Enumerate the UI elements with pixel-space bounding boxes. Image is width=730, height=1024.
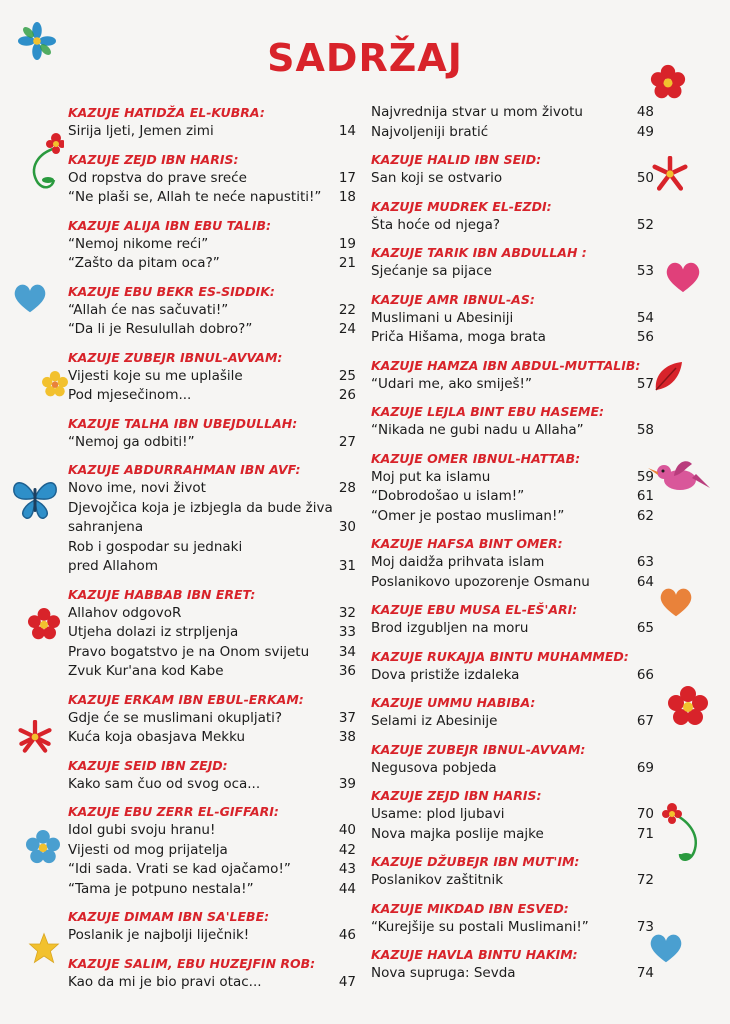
pink-heart-icon [664,260,702,294]
section-heading: KAZUJE MUDREK EL-EZDI: [371,198,552,214]
entry-title: “Allah će nas sačuvati!” [68,301,229,318]
entry-page-number: 36 [338,663,356,679]
entry-page-number: 61 [636,488,654,504]
toc-entry [68,301,356,321]
entry-page-number: 43 [338,861,356,877]
red-flower-icon [652,156,688,192]
toc-entry [68,604,356,624]
section-heading: KAZUJE DIMAM IBN SA'LEBE: [68,909,270,924]
flower-vine-icon [18,128,64,194]
entry-page-number: 49 [636,123,654,140]
toc-entry [68,254,356,274]
toc-entry [371,805,654,825]
section-heading: KAZUJE EBU MUSA EL-EŠ'ARI: [371,602,578,617]
blue-heart-icon [12,282,48,314]
entry-page-number: 26 [338,387,356,403]
toc-entry [371,918,654,938]
entry-page-number: 64 [636,573,654,590]
entry-title: Dova pristiže izdaleka [371,666,520,683]
toc-entry [68,926,356,946]
toc-entry [371,375,654,395]
toc-section [371,693,654,740]
section-heading: KAZUJE DŽUBEJR IBN MUT'IM: [371,854,580,869]
entry-title: Vijesti koje su me uplašile [68,367,243,384]
toc-entry [68,728,356,748]
toc-entry [68,841,356,861]
toc-section [371,740,654,787]
toc-entry [68,122,356,142]
section-heading: KAZUJE TARIK IBN ABDULLAH : [371,245,587,260]
entry-page-number: 38 [338,729,356,745]
entry-page-number: 48 [636,104,654,120]
entry-title: Šta hoće od njega? [371,216,501,233]
toc-section [371,356,654,403]
bird-icon [646,452,712,498]
toc-entry [371,573,654,593]
toc-section [68,756,356,803]
entry-title: Sjećanje sa pijace [371,263,492,279]
section-heading: KAZUJE ZUBEJR IBNUL-AVVAM: [371,741,586,757]
entry-title: San koji se ostvario [371,170,503,186]
entry-page-number: 54 [636,309,654,326]
toc-entry [68,860,356,880]
flower-vine-icon [660,800,710,870]
butterfly-icon [10,474,60,522]
section-heading: KAZUJE LEJLA BINT EBU HASEME: [371,404,605,419]
entry-title: sahranjena [68,519,144,535]
entry-page-number: 65 [636,620,654,636]
toc-section [371,103,654,150]
toc-entry [68,557,356,577]
toc-left-column [68,103,356,1000]
entry-title: Najvrednija stvar u mom životu [371,104,583,120]
toc-section [68,216,356,282]
yellow-star-icon [28,932,60,964]
section-heading: KAZUJE TALHA IBN UBEJDULLAH: [68,415,298,431]
entry-page-number: 72 [636,872,654,888]
toc-section [68,150,356,216]
toc-entry [68,821,356,841]
entry-title: “Udari me, ako smiješ!” [371,375,532,392]
entry-title: “Idi sada. Vrati se kad ojačamo!” [68,861,291,877]
entry-title: Selami iz Abesinije [371,713,498,729]
section-heading: KAZUJE HAFSA BINT OMER: [371,536,563,551]
entry-title: Zvuk Kur'ana kod Kabe [68,663,224,679]
toc-entry [68,479,356,499]
entry-title: Nova supruga: Sevda [371,965,516,981]
entry-page-number: 18 [338,189,356,205]
entry-title: “Zašto da pitam oca?” [68,255,220,271]
toc-section [68,414,356,461]
entry-title: Moj put ka islamu [371,468,491,485]
toc-section [371,600,654,647]
entry-page-number: 63 [636,554,654,570]
entry-title: Kao da mi je bio pravi otac... [68,973,262,990]
toc-entry [371,964,654,984]
toc-section [371,290,654,356]
red-flower-icon [28,608,60,640]
entry-title: Pravo bogatstvo je na Onom svijetu [68,643,310,660]
toc-entry [371,468,654,488]
toc-entry [371,103,654,123]
entry-title: “Dobrodošao u islam!” [371,488,525,504]
toc-section [371,647,654,694]
toc-entry [371,216,654,236]
entry-page-number: 50 [636,170,654,186]
section-heading: KAZUJE SALIM, EBU HUZEJFIN ROB: [68,955,316,971]
entry-page-number: 57 [636,375,654,392]
toc-entry [68,973,356,993]
entry-title: Nova majka poslije majke [371,825,544,842]
toc-entry [371,619,654,639]
toc-section [371,786,654,852]
orange-heart-icon [658,586,694,618]
toc-entry [371,309,654,329]
section-heading: KAZUJE HAVLA BINTU HAKIM: [371,947,578,962]
toc-entry [68,662,356,682]
toc-section [68,348,356,414]
entry-page-number: 44 [338,880,356,897]
toc-entry [371,421,654,441]
entry-title: Brod izgubljen na moru [371,620,529,636]
entry-title: Poslanik je najbolji liječnik! [68,927,250,943]
entry-title: Priča Hišama, moga brata [371,329,546,345]
toc-section [68,690,356,756]
toc-entry [68,499,356,519]
page-title: SADRŽAJ [267,36,463,80]
section-heading: KAZUJE RUKAJJA BINTU MUHAMMED: [371,648,629,664]
entry-title: Pod mjesečinom... [68,387,192,403]
entry-title: Djevojčica koja je izbjegla da bude živa [68,499,333,516]
toc-entry [371,487,654,507]
entry-title: Sirija ljeti, Jemen zimi [68,123,214,139]
entry-page-number: 73 [636,918,654,935]
blue-flower-icon [18,22,56,60]
entry-title: Allahov odgovoR [68,604,182,621]
toc-entry [68,518,356,538]
section-heading: KAZUJE MIKDAD IBN ESVED: [371,900,569,916]
toc-section [371,899,654,946]
section-heading: KAZUJE HABBAB IBN ERET: [68,586,256,602]
entry-title: Negusova pobjeda [371,759,497,776]
entry-title: Kuća koja obasjava Mekku [68,729,246,745]
entry-page-number: 21 [338,255,356,271]
entry-page-number: 59 [636,468,654,485]
toc-entry [68,188,356,208]
entry-page-number: 33 [338,624,356,640]
entry-title: Kako sam čuo od svog oca... [68,775,261,792]
entry-title: Moj daidža prihvata islam [371,554,545,570]
toc-entry [68,623,356,643]
entry-page-number: 28 [338,480,356,496]
entry-page-number: 31 [338,558,356,574]
entry-page-number: 30 [338,519,356,535]
entry-title: “Omer je postao musliman!” [371,507,565,524]
section-heading: KAZUJE EBU BEKR ES-SIDDIK: [68,283,275,299]
toc-section [371,852,654,899]
red-flower-icon [18,720,52,754]
red-flower-icon [650,64,686,100]
section-heading: KAZUJE ERKAM IBN EBUL-ERKAM: [68,691,304,707]
toc-section [68,585,356,690]
red-leaf-icon [652,358,686,394]
entry-page-number: 58 [636,422,654,438]
section-heading: KAZUJE HAMZA IBN ABDUL-MUTTALIB: [371,357,641,373]
toc-section [371,243,654,290]
toc-entry [371,507,654,527]
entry-title: Najvoljeniji bratić [371,123,489,140]
toc-entry [371,666,654,686]
section-heading: KAZUJE HATIDŽA EL-KUBRA: [68,105,265,120]
toc-entry [371,871,654,891]
toc-section [371,945,654,992]
section-heading: KAZUJE ABDURRAHMAN IBN AVF: [68,462,301,477]
toc-entry [68,709,356,729]
section-heading: KAZUJE UMMU HABIBA: [371,695,536,710]
entry-title: Muslimani u Abesiniji [371,309,514,326]
toc-entry [68,433,356,453]
toc-entry [371,262,654,282]
entry-title: Od ropstva do prave sreće [68,169,247,186]
entry-page-number: 14 [338,123,356,139]
toc-entry [68,169,356,189]
entry-title: “Nemoj ga odbiti!” [68,433,195,450]
section-heading: KAZUJE OMER IBNUL-HATTAB: [371,450,581,466]
entry-page-number: 74 [636,965,654,981]
section-heading: KAZUJE SEID IBN ZEJD: [68,757,228,773]
section-heading: KAZUJE EBU ZERR EL-GIFFARI: [68,804,279,819]
toc-section [371,402,654,449]
entry-title: “Nemoj nikome reći” [68,235,209,252]
entry-title: Poslanikov zaštitnik [371,872,504,888]
entry-page-number: 22 [338,301,356,318]
entry-page-number: 19 [338,235,356,252]
entry-page-number: 40 [338,822,356,838]
entry-page-number: 70 [636,806,654,822]
entry-page-number: 32 [338,604,356,621]
entry-page-number: 39 [338,775,356,792]
entry-title: Vijesti od mog prijatelja [68,841,228,858]
entry-page-number: 37 [338,709,356,726]
toc-section [68,282,356,348]
toc-entry [68,320,356,340]
toc-entry [371,553,654,573]
section-heading: KAZUJE HALID IBN SEID: [371,152,542,167]
toc-entry [371,169,654,189]
toc-entry [371,328,654,348]
entry-page-number: 24 [338,321,356,337]
section-heading: KAZUJE ZEJD IBN HARIS: [68,151,239,167]
entry-title: “Nikada ne gubi nadu u Allaha” [371,422,584,438]
toc-section [68,907,356,954]
entry-page-number: 52 [636,216,654,233]
entry-page-number: 67 [636,713,654,729]
entry-title: Utjeha dolazi iz strpljenja [68,624,239,640]
section-heading: KAZUJE AMR IBNUL-AS: [371,291,535,307]
yellow-flower-icon [42,371,68,397]
entry-page-number: 66 [636,666,654,683]
toc-section [371,150,654,197]
entry-title: Poslanikovo upozorenje Osmanu [371,573,590,590]
entry-title: “Kurejšije su postali Muslimani!” [371,918,589,935]
entry-title: Novo ime, novi život [68,480,206,496]
blue-flower-icon [26,830,60,864]
toc-section [68,460,356,585]
toc-entry [371,712,654,732]
section-heading: KAZUJE ALIJA IBN EBU TALIB: [68,217,272,233]
entry-page-number: 34 [338,643,356,660]
entry-page-number: 17 [338,169,356,186]
toc-entry [68,880,356,900]
entry-page-number: 69 [636,759,654,776]
toc-section [371,534,654,600]
entry-title: Rob i gospodar su jednaki [68,538,243,555]
entry-title: Gdje će se muslimani okupljati? [68,709,283,726]
toc-section [371,197,654,244]
toc-right-column [371,103,654,992]
entry-page-number: 71 [636,825,654,842]
blue-heart-icon [648,932,684,964]
entry-title: pred Allahom [68,558,158,574]
entry-title: “Da li je Resulullah dobro?” [68,321,253,337]
toc-entry [371,123,654,143]
section-heading: KAZUJE ZUBEJR IBNUL-AVVAM: [68,349,283,365]
toc-entry [68,538,356,558]
toc-section [68,802,356,907]
entry-page-number: 25 [338,367,356,384]
toc-section [371,449,654,535]
entry-title: “Tama je potpuno nestala!” [68,880,254,897]
entry-title: Usame: plod ljubavi [371,806,505,822]
entry-page-number: 47 [338,973,356,990]
toc-entry [68,367,356,387]
toc-entry [371,825,654,845]
entry-page-number: 56 [636,329,654,345]
toc-entry [371,759,654,779]
toc-entry [68,386,356,406]
entry-page-number: 42 [338,841,356,858]
entry-title: “Ne plaši se, Allah te neće napustiti!” [68,189,322,205]
entry-page-number: 62 [636,507,654,524]
toc-entry [68,643,356,663]
entry-page-number: 53 [636,263,654,279]
toc-section [68,103,356,150]
entry-title: Idol gubi svoju hranu! [68,822,216,838]
toc-entry [68,235,356,255]
entry-page-number: 46 [338,927,356,943]
toc-entry [68,775,356,795]
entry-page-number: 27 [338,433,356,450]
section-heading: KAZUJE ZEJD IBN HARIS: [371,788,542,803]
toc-section [68,954,356,1001]
red-flower-icon [668,686,708,726]
